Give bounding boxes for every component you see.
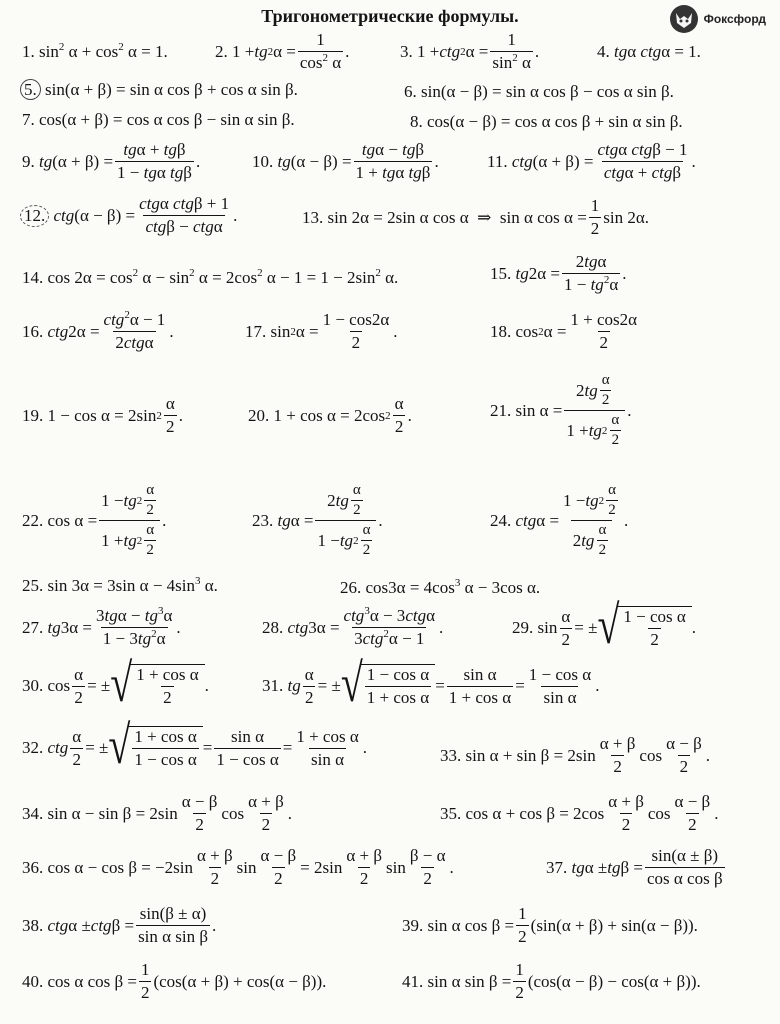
formula-8: 8. cos(α − β) = cos α cos β + sin α sin β. xyxy=(410,112,683,131)
formula-29: 29. sin α 2 = ± √ 1 − cos α 2 . xyxy=(512,594,697,655)
formula-2: 2. 1 + tg 2 α = 1 $\cos^2 \alpha$ . xyxy=(215,30,350,72)
formula-37: 37. tg α ± tg β = sin(α ± β) cos α cos β xyxy=(546,846,723,888)
formula-18: 18. cos 2 α = 1 + cos2α 2 xyxy=(490,310,638,352)
formula-10: 10. tg (α − β) = tgα − tgβ 1 + tgα tgβ . xyxy=(252,140,439,182)
formula-20: 20. 1 + cos α = 2cos 2 α 2 . xyxy=(248,394,412,436)
page-title: Тригонометрические формулы. xyxy=(261,6,519,26)
formula-28: 28. ctg 3α = ctg$^3$α − 3ctgα 3ctg$^2$α − 1 . xyxy=(262,605,444,648)
logo xyxy=(669,4,766,34)
formula-7: 7. cos(α + β) = cos α cos β − sin α sin β. xyxy=(22,110,295,129)
formula-24: 24. ctg α = 1 − tg 2 α 2 2 tg α 2 . xyxy=(490,482,629,558)
formula-39: 39. sin α cos β = 1 2 (sin(α + β) + sin(α − β)). xyxy=(402,904,698,946)
formula-12: 12. ctg (α − β) = ctgα ctgβ + 1 ctgβ − ctgα . xyxy=(20,194,237,237)
formula-30: 30. cos α 2 = ± √ 1 + cos α 2 . xyxy=(22,652,209,713)
formula-34: 34. sin α − sin β = 2sin α − β 2 cos α + β 2 . xyxy=(22,792,292,834)
logo-text: Фоксфорд xyxy=(703,12,766,26)
formula-35: 35. cos α + cos β = 2cos α + β 2 cos α − β 2 . xyxy=(440,792,719,834)
formula-31: 31. tg α 2 = ± √ 1 − cos α 1 + cos α = sin α 1 + cos α = 1 − cos α sin α . xyxy=(262,652,600,713)
formula-6: 6. sin(α − β) = sin α cos β − cos α sin β. xyxy=(404,82,674,101)
formula-38: 38. ctg α ± ctg β = sin(β ± α) sin α sin β . xyxy=(22,904,217,946)
formula-14: 14. $\cos 2\alpha = \cos^2 \alpha - \sin^2 \alpha = 2\cos^2$ $\alpha - 1 = 1 - 2\sin^2$ α. xyxy=(22,267,399,287)
formula-11: 11. ctg (α + β) = ctgα ctgβ − 1 ctgα + ctgβ . xyxy=(487,140,696,182)
formula-9: 9. tg (α + β) = tgα + tgβ 1 − tgα tgβ . xyxy=(22,140,201,182)
formula-3: 3. 1 + ctg 2 α = 1 $\sin^2 \alpha$ . xyxy=(400,30,540,72)
formula-41: 41. sin α sin β = 1 2 (cos(α − β) − cos(α + β)). xyxy=(402,960,701,1002)
formula-22: 22. cos α = 1 − tg 2 α 2 1 + tg 2 α 2 . xyxy=(22,482,167,558)
formula-1: 1. $\sin^2 \alpha + \cos^2 \alpha = 1$. xyxy=(22,41,168,61)
formula-5: 5. sin(α + β) = sin α cos β + cos α sin β. xyxy=(20,80,298,100)
formula-32: 32. ctg α 2 = ± √ 1 + cos α 1 − cos α = sin α 1 − cos α = 1 + cos α sin α . xyxy=(22,714,367,775)
formula-23: 23. tg α = 2 tg α 2 1 − tg 2 α 2 . xyxy=(252,482,383,558)
formula-25: 25. sin 3α = 3sin $\alpha - 4\sin^3$ α. xyxy=(22,575,218,595)
formula-36: 36. cos α − cos β = −2sin α + β 2 sin α − β 2 = 2sin α + β 2 sin β − α 2 . xyxy=(22,846,454,888)
formula-4: 4. tgα ctgα = 1. xyxy=(597,42,701,61)
formula-27: 27. tg 3α = $3tg\alpha - tg^3\alpha$ $1 - 3tg^2\alpha$ . xyxy=(22,605,181,648)
fox-icon xyxy=(669,4,699,34)
formula-16: 16. ctg 2α = ctg$^2$α − 1 2ctgα . xyxy=(22,309,174,352)
formula-17: 17. sin 2 α = 1 − cos2α 2 . xyxy=(245,310,398,352)
formula-15: 15. tg 2α = 2tgα $1 - tg^2\alpha$ . xyxy=(490,252,627,294)
formula-33: 33. sin α + sin β = 2sin α + β 2 cos α − β 2 . xyxy=(440,734,710,776)
formula-40: 40. cos α cos β = 1 2 (cos(α + β) + cos(α − β)). xyxy=(22,960,327,1002)
formula-19: 19. 1 − cos α = 2sin 2 α 2 . xyxy=(22,394,184,436)
formula-21: 21. sin α = 2 tg α 2 1 + tg 2 α 2 . xyxy=(490,372,632,448)
formula-26: 26. $\cos 3\alpha = 4\cos^3$ α − 3cos α. xyxy=(340,577,541,597)
formula-13: 13. sin 2α = 2sin α cos α ⇒ sin α cos α = 1 2 sin 2α. xyxy=(302,196,650,238)
